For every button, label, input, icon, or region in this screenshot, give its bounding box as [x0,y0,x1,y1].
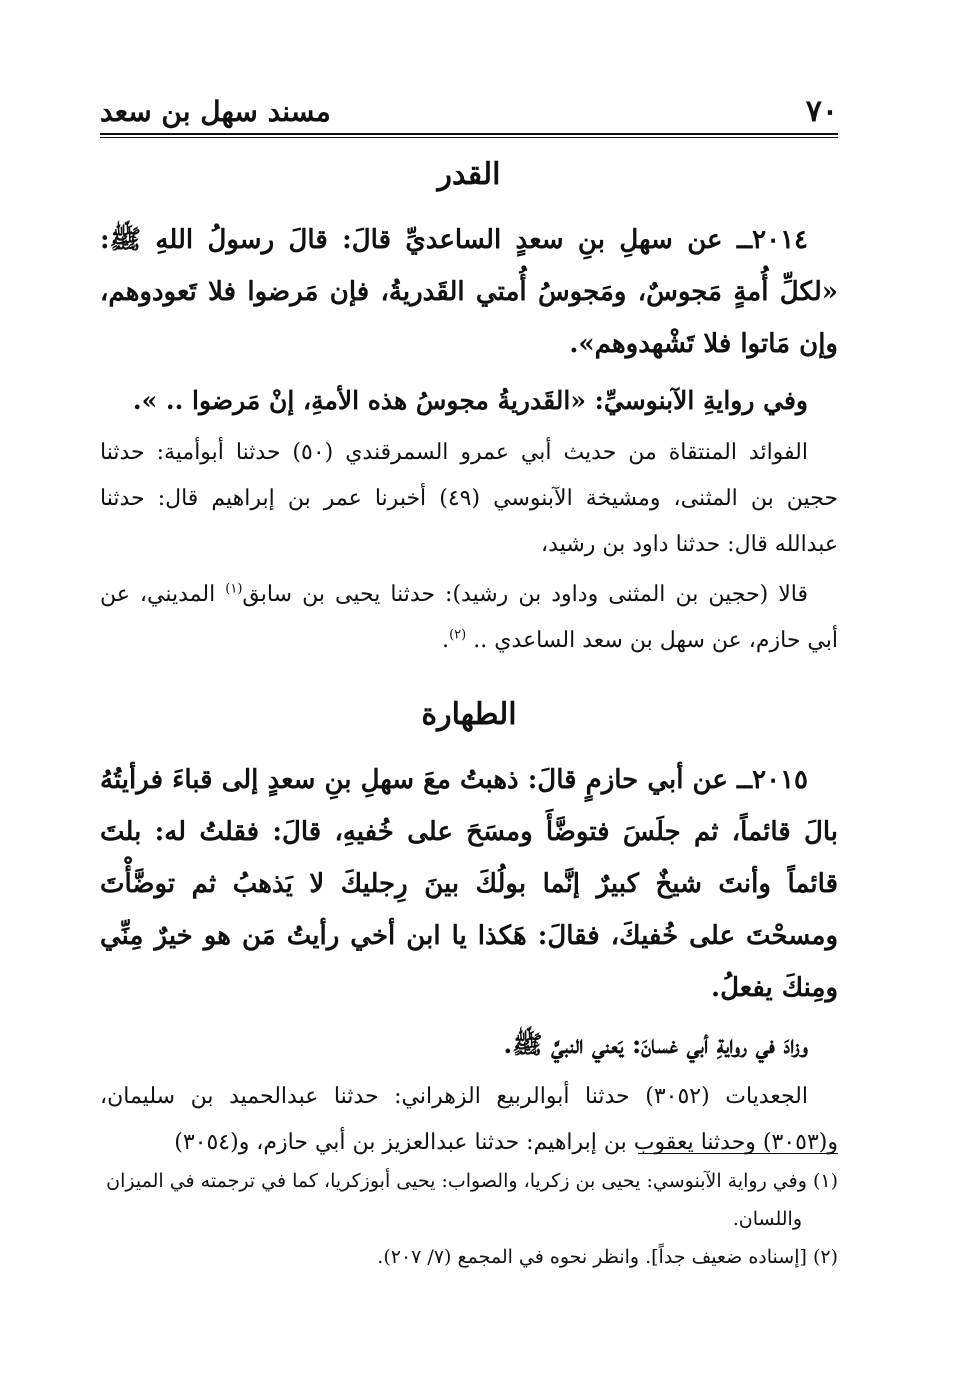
footnote-2 [100,1238,838,1276]
section-tahara [100,690,838,1166]
page-header [100,90,838,130]
source-citation-chain [100,572,838,664]
source-citation: الجعديات (٣٠٥٢) حدثنا أبوالربيع الزهراني: حدثنا عبدالحميد بن سليمان، و(٣٠٥٣) وحدثنا يعقوب بن إبراهيم: حدثنا عبدالعزيز بن أبي حازم، و(٣٠٥٤) [100,1084,838,1155]
chain-text: . [442,628,450,653]
footnote-1 [100,1162,838,1238]
footnote-ref: (١) [225,581,243,597]
header-rule [100,133,838,135]
header-rule-thin [100,137,838,138]
footnote-text: [إسناده ضعيف جداً]. وانظر نحوه في المجمع (٧/ ٢٠٧). [377,1246,807,1268]
chain-text: المديني، عن أبي حازم، عن سهل بن سعد الساعدي .. [100,582,838,653]
page-content [100,150,838,1166]
footnote-rule [638,1153,838,1154]
chain-text: قالا (حجين بن المثنى وداود بن رشيد): حدثنا يحيى بن سابق [242,582,808,607]
footnote-text-continued: واللسان. [732,1208,802,1230]
hadith-text: ٢٠١٥ــ عن أبي حازمٍ قالَ: ذهبتُ معَ سهلِ بنِ سعدٍ إلى قباءَ فرأيتُهُ بالَ قائماً، ثم جلَسَ فتوضَّأَ ومسَحَ على خُفيهِ، قالَ: فقلتُ له: بلتَ قائماً وأنتَ شيخٌ كبيرٌ إنَّما بولُكَ بينَ رِجليكَ لا يَذهبُ ثم توضَّأْتَ ومسحْتَ على خُفيكَ، فقالَ: هَكذا يا ابن أخي رأيتُ مَن هو خيرٌ مِنِّي ومِنكَ يفعلُ. [100,765,838,1003]
section-title: القدر [437,157,501,192]
footnote-marker: (١) [812,1170,838,1192]
page-number: ٧٠ [805,94,838,129]
footnote-text: وفي رواية الآبنوسي: يحيى بن زكريا، والصواب: يحيى أبوزكريا، كما في ترجمته في الميزان [106,1170,807,1192]
footnote-ref: (٢) [449,627,467,643]
section-title: الطهارة [421,697,517,732]
variant-narration: وفي روايةِ الآبنوسيِّ: «القَدريةُ مجوسُ هذه الأمةِ، إنْ مَرضوا .. ». [132,386,808,415]
footnotes [100,1162,838,1276]
source-citation: الفوائد المنتقاة من حديث أبي عمرو السمرقندي (٥٠) حدثنا أبوأمية: حدثنا حجين بن المثنى، ومشيخة الآبنوسي (٤٩) أخبرنا عمر بن إبراهيم قال: حدثنا عبدالله قال: حدثنا داود بن رشيد، [100,440,838,557]
running-title: مسند سهل بن سعد [100,95,331,128]
section-qadar [100,150,838,664]
variant-narration: وزادَ في روايةِ أبي غسانَ: يَعني النبيَّ ﷺ. [503,1030,808,1059]
footnote-marker: (٢) [812,1246,838,1268]
hadith-text: ٢٠١٤ــ عن سهلِ بنِ سعدٍ الساعديِّ قالَ: قالَ رسولُ اللهِ ﷺ: «لكلِّ أُمةٍ مَجوسٌ، ومَجوسُ أُمتي القَدريةُ، فإن مَرضوا فلا تَعودوهم، وإن مَاتوا فلا تَشْهدوهم». [100,225,838,359]
